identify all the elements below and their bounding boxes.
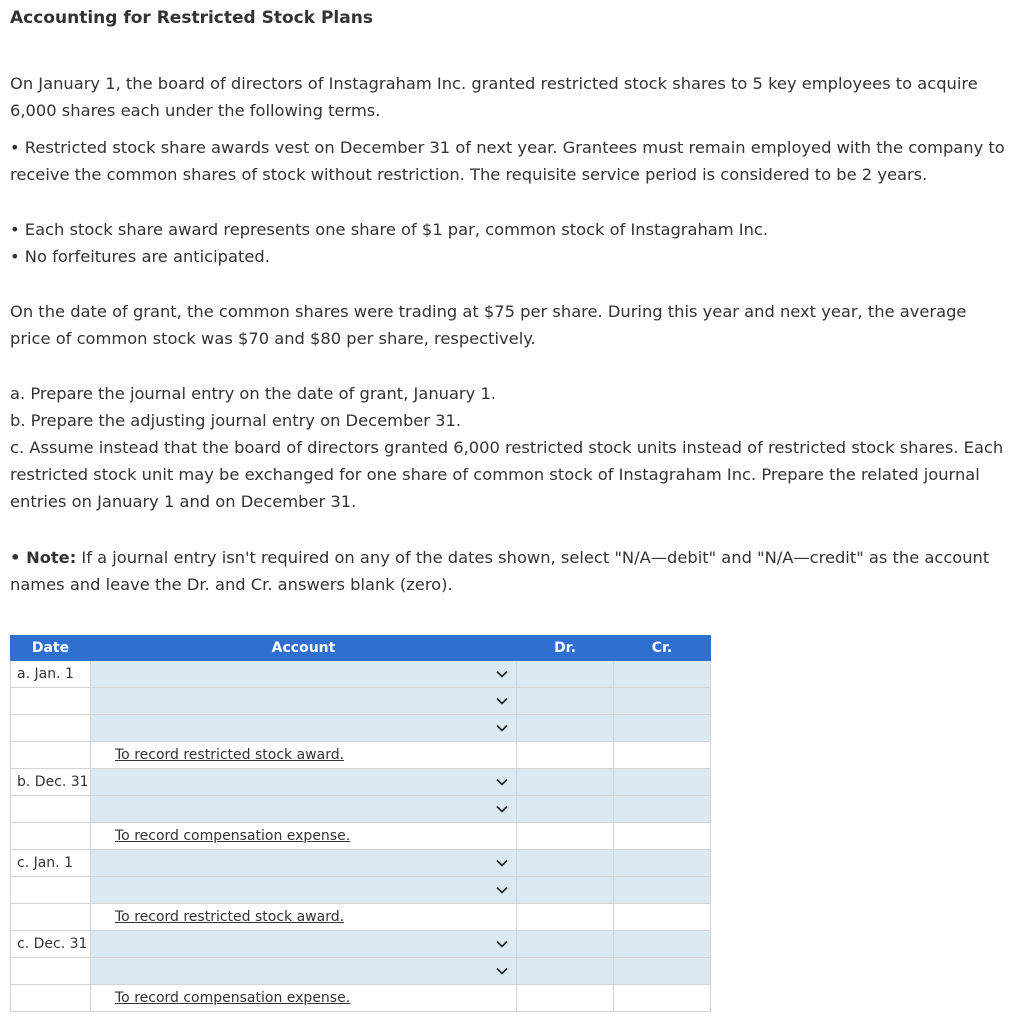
account-select[interactable] — [91, 688, 517, 715]
dr-input[interactable] — [517, 850, 614, 877]
dr-input[interactable] — [517, 796, 614, 823]
chevron-down-icon[interactable] — [494, 720, 510, 736]
table-row — [11, 715, 711, 742]
entry-date: c. Jan. 1 — [11, 850, 91, 877]
header-account: Account — [91, 636, 517, 661]
account-select[interactable] — [91, 661, 517, 688]
dr-input[interactable] — [517, 715, 614, 742]
dr-input[interactable] — [517, 931, 614, 958]
dr-input[interactable] — [517, 769, 614, 796]
bullet-vesting: • Restricted stock share awards vest on December 31 of next year. Grantees must remain employed with the company to receive the common shares of stock without restriction. The requisite service period is considered to be 2 years. — [10, 138, 1005, 184]
table-row — [11, 661, 711, 688]
bullet-par: • Each stock share award represents one share of $1 par, common stock of Instagraham Inc. — [10, 220, 769, 239]
table-row — [11, 769, 711, 796]
note-paragraph — [10, 544, 1005, 598]
part-b: b. Prepare the adjusting journal entry on December 31. — [10, 411, 462, 430]
chevron-down-icon[interactable] — [494, 666, 510, 682]
table-row — [11, 958, 711, 985]
entry-date: a. Jan. 1 — [11, 661, 91, 688]
cr-input[interactable] — [614, 931, 711, 958]
memo-row — [11, 985, 711, 1012]
journal-entry-table — [10, 635, 711, 1012]
table-row — [11, 850, 711, 877]
account-select[interactable] — [91, 796, 517, 823]
dr-input[interactable] — [517, 958, 614, 985]
chevron-down-icon[interactable] — [494, 963, 510, 979]
account-select[interactable] — [91, 931, 517, 958]
part-c: c. Assume instead that the board of directors granted 6,000 restricted stock units instead of restricted stock shares. Each restricted stock unit may be exchanged for one share of common stock of Instagraham Inc. Prepare the related journal entries on January 1 and on December 31. — [10, 438, 1004, 511]
memo-row — [11, 904, 711, 931]
header-date: Date — [11, 636, 91, 661]
table-row — [11, 877, 711, 904]
dr-input[interactable] — [517, 661, 614, 688]
memo-text: To record compensation expense. — [115, 990, 351, 1006]
account-select[interactable] — [91, 769, 517, 796]
memo-row — [11, 742, 711, 769]
account-select[interactable] — [91, 850, 517, 877]
cr-input[interactable] — [614, 688, 711, 715]
chevron-down-icon[interactable] — [494, 936, 510, 952]
bullet-forfeitures: • No forfeitures are anticipated. — [10, 247, 270, 266]
header-cr: Cr. — [614, 636, 711, 661]
cr-input[interactable] — [614, 850, 711, 877]
table-row — [11, 796, 711, 823]
cr-input[interactable] — [614, 661, 711, 688]
memo-text: To record restricted stock award. — [115, 909, 345, 925]
chevron-down-icon[interactable] — [494, 693, 510, 709]
cr-input[interactable] — [614, 715, 711, 742]
chevron-down-icon[interactable] — [494, 774, 510, 790]
cr-input[interactable] — [614, 958, 711, 985]
grant-info-paragraph: On the date of grant, the common shares were trading at $75 per share. During this year and next year, the average price of common stock was $70 and $80 per share, respectively. — [10, 302, 967, 348]
dr-input[interactable] — [517, 877, 614, 904]
memo-text: To record compensation expense. — [115, 828, 351, 844]
page-title: Accounting for Restricted Stock Plans — [10, 8, 373, 28]
part-a: a. Prepare the journal entry on the date of grant, January 1. — [10, 384, 496, 403]
dr-input[interactable] — [517, 688, 614, 715]
chevron-down-icon[interactable] — [494, 801, 510, 817]
table-row — [11, 688, 711, 715]
entry-date: b. Dec. 31 — [11, 769, 91, 796]
memo-row — [11, 823, 711, 850]
note-text: If a journal entry isn't required on any of the dates shown, select "N/A—debit" and "N/A—credit" as the account names and leave the Dr. and Cr. answers blank (zero). — [10, 548, 990, 594]
chevron-down-icon[interactable] — [494, 855, 510, 871]
account-select[interactable] — [91, 877, 517, 904]
note-label: • Note: — [10, 548, 77, 567]
cr-input[interactable] — [614, 769, 711, 796]
cr-input[interactable] — [614, 877, 711, 904]
chevron-down-icon[interactable] — [494, 882, 510, 898]
account-select[interactable] — [91, 715, 517, 742]
entry-date: c. Dec. 31 — [11, 931, 91, 958]
cr-input[interactable] — [614, 796, 711, 823]
header-dr: Dr. — [517, 636, 614, 661]
table-row — [11, 931, 711, 958]
table-header-row — [11, 636, 711, 661]
account-select[interactable] — [91, 958, 517, 985]
memo-text: To record restricted stock award. — [115, 747, 345, 763]
intro-paragraph: On January 1, the board of directors of Instagraham Inc. granted restricted stock shares to 5 key employees to acquire 6,000 shares each under the following terms. — [10, 74, 978, 120]
